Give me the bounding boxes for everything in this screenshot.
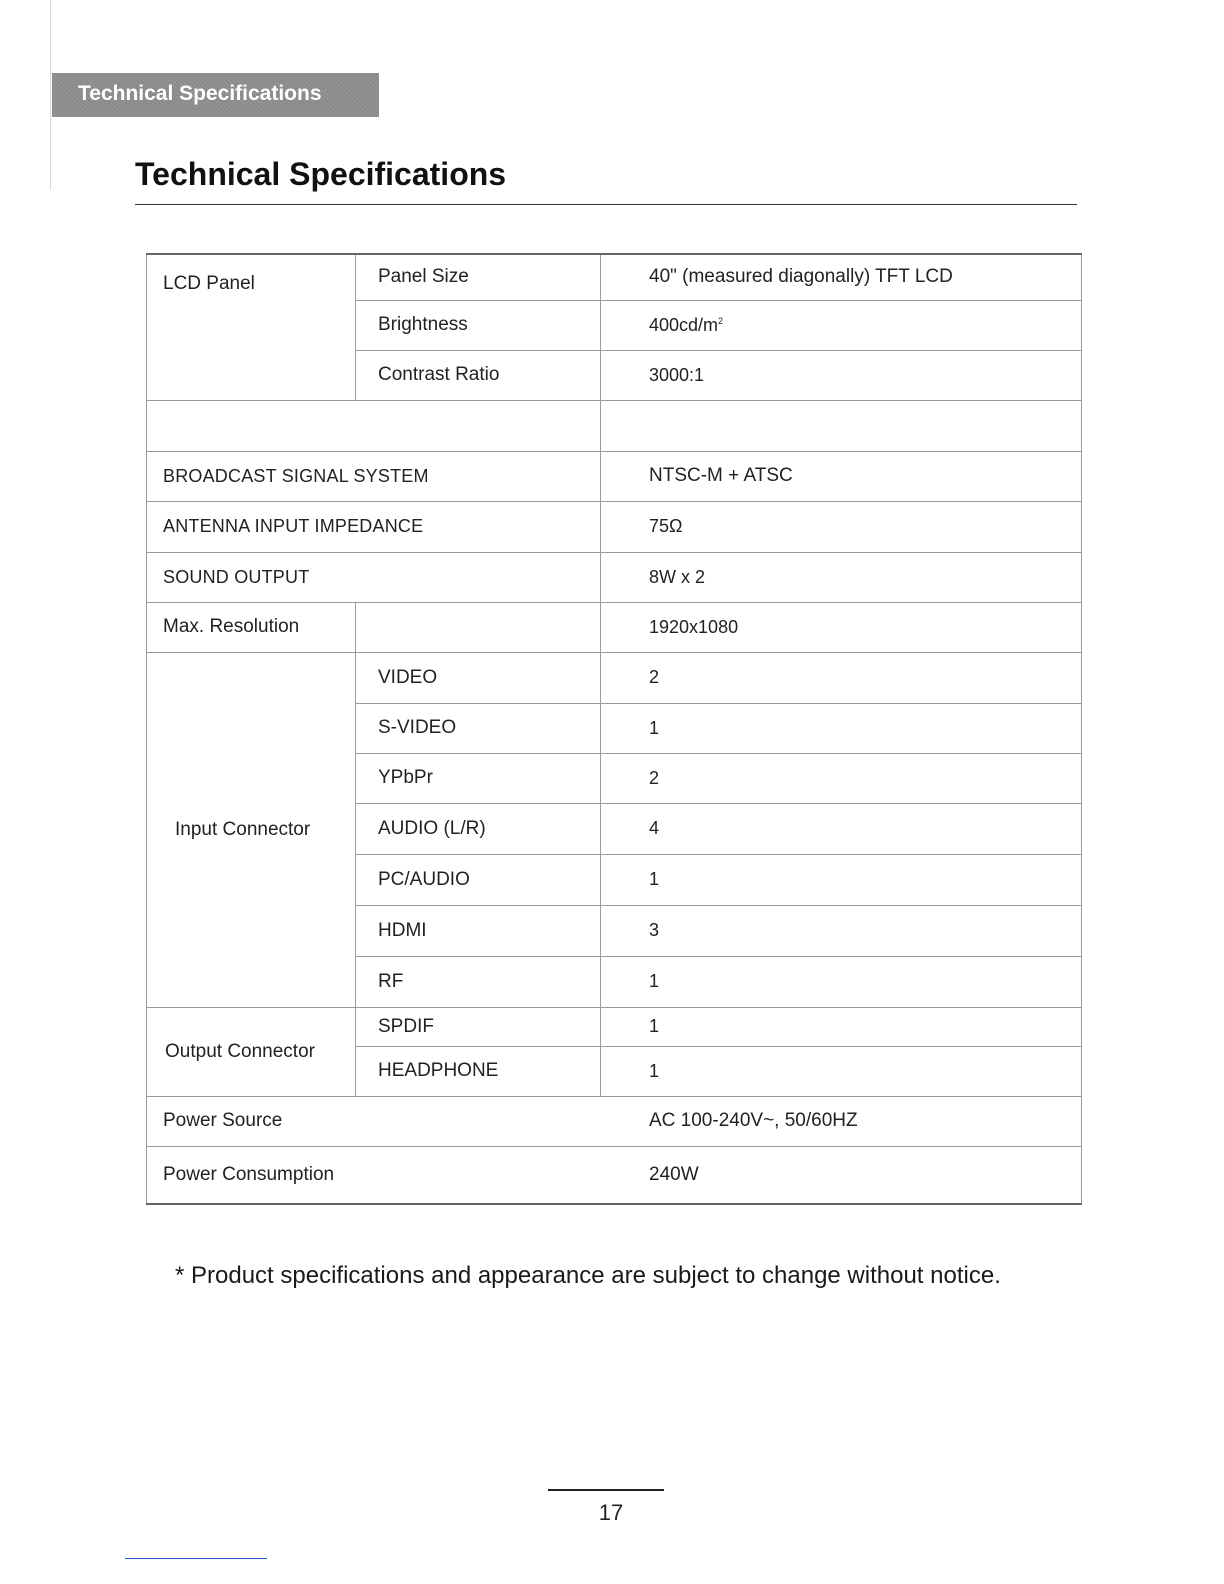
spec-label-output: HEADPHONE — [356, 1046, 601, 1096]
spec-value-input: 1 — [601, 854, 1082, 905]
page-title: Technical Specifications — [135, 156, 507, 192]
spec-group-lcd-panel: LCD Panel — [147, 254, 356, 400]
spec-label-input: YPbPr — [356, 753, 601, 803]
spec-value-input: 3 — [601, 905, 1082, 956]
left-margin-rule — [50, 0, 51, 190]
spec-label-input: RF — [356, 956, 601, 1007]
brightness-value-text: 400cd/m — [649, 314, 719, 335]
empty-cell — [601, 400, 1082, 451]
spec-label-input: AUDIO (L/R) — [356, 803, 601, 854]
table-row — [147, 451, 1082, 501]
table-row — [147, 1007, 1082, 1046]
spec-value-input: 2 — [601, 652, 1082, 703]
spec-value-broadcast: NTSC-M + ATSC — [601, 451, 1082, 501]
spec-value-input: 4 — [601, 803, 1082, 854]
section-header-band — [52, 73, 379, 117]
spec-label-broadcast: BROADCAST SIGNAL SYSTEM — [147, 451, 601, 501]
spec-label-antenna: ANTENNA INPUT IMPEDANCE — [147, 501, 601, 552]
spec-value-power-consumption: 240W — [601, 1146, 1082, 1204]
table-row — [147, 1096, 1082, 1146]
empty-cell — [356, 602, 601, 652]
brightness-superscript: 2 — [718, 315, 724, 326]
spec-label-panel-size: Panel Size — [356, 254, 601, 300]
table-row — [147, 400, 1082, 451]
spec-label-brightness: Brightness — [356, 300, 601, 350]
spec-value-power-source: AC 100-240V~, 50/60HZ — [601, 1096, 1082, 1146]
spec-label-input: PC/AUDIO — [356, 854, 601, 905]
spec-group-input-connector: Input Connector — [147, 652, 356, 1007]
table-row — [147, 1146, 1082, 1204]
empty-cell — [147, 400, 601, 451]
bottom-margin-rule — [125, 1558, 267, 1559]
spec-value-brightness — [601, 300, 1082, 350]
spec-value-sound-output: 8W x 2 — [601, 552, 1082, 602]
spec-label-output: SPDIF — [356, 1007, 601, 1046]
spec-label-input: S-VIDEO — [356, 703, 601, 753]
table-row — [147, 552, 1082, 602]
title-underline — [135, 204, 1077, 205]
spec-label-input: HDMI — [356, 905, 601, 956]
spec-label-power-source: Power Source — [147, 1096, 601, 1146]
spec-value-contrast-ratio: 3000:1 — [601, 350, 1082, 400]
spec-value-max-resolution: 1920x1080 — [601, 602, 1082, 652]
table-row — [147, 652, 1082, 703]
spec-label-sound-output: SOUND OUTPUT — [147, 552, 601, 602]
section-header-label: Technical Specifications — [78, 82, 322, 105]
spec-value-panel-size: 40" (measured diagonally) TFT LCD — [601, 254, 1082, 300]
table-row — [147, 602, 1082, 652]
spec-value-antenna: 75Ω — [601, 501, 1082, 552]
page-number-rule — [548, 1489, 664, 1491]
spec-value-input: 2 — [601, 753, 1082, 803]
spec-label-input: VIDEO — [356, 652, 601, 703]
table-row — [147, 501, 1082, 552]
spec-label-power-consumption: Power Consumption — [147, 1146, 601, 1204]
spec-table — [146, 253, 1082, 1205]
spec-value-output: 1 — [601, 1007, 1082, 1046]
spec-value-input: 1 — [601, 703, 1082, 753]
spec-value-input: 1 — [601, 956, 1082, 1007]
spec-label-contrast-ratio: Contrast Ratio — [356, 350, 601, 400]
spec-label-max-resolution: Max. Resolution — [147, 602, 356, 652]
spec-value-output: 1 — [601, 1046, 1082, 1096]
page-number: 17 — [598, 1500, 624, 1525]
table-row — [147, 254, 1082, 300]
spec-group-output-connector: Output Connector — [147, 1007, 356, 1096]
disclaimer-note: * Product specifications and appearance are subject to change without notice. — [175, 1262, 1001, 1289]
